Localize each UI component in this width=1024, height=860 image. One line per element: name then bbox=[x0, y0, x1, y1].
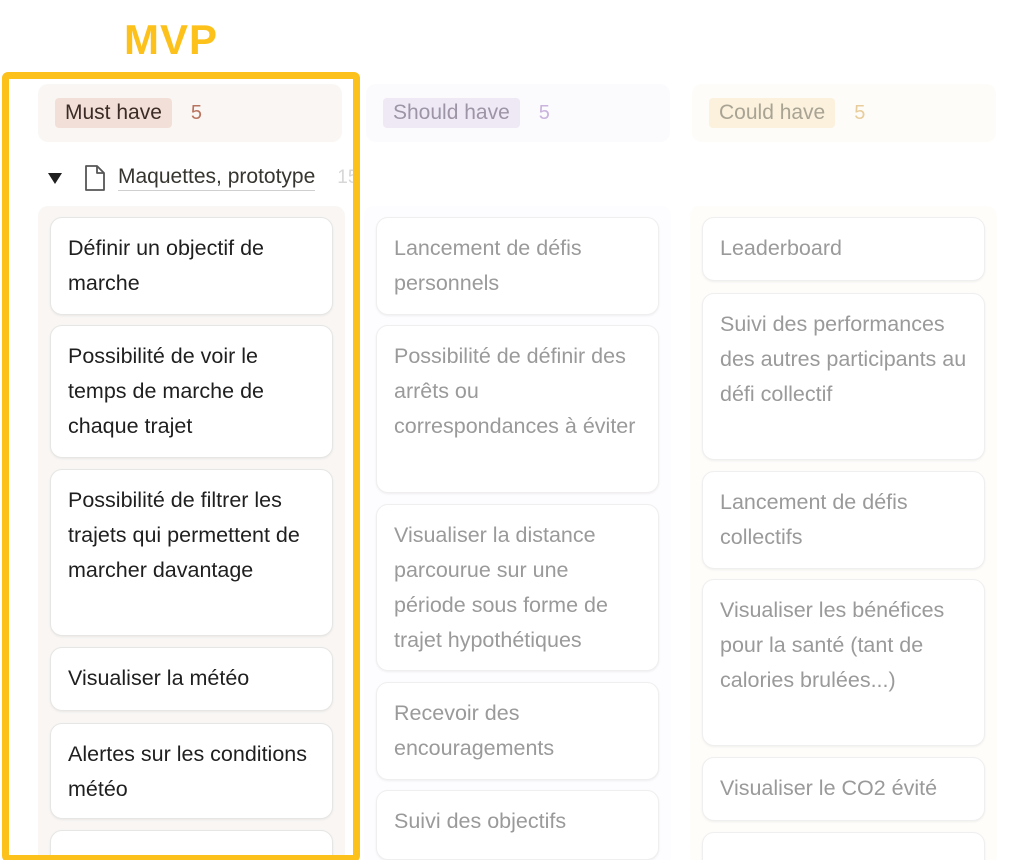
card-should-have-3[interactable]: Visualiser la distance parcourue sur une période sous forme de trajet hypothétiques bbox=[376, 504, 659, 671]
column-header-must-have[interactable] bbox=[38, 84, 342, 142]
group-title[interactable]: Maquettes, prototype bbox=[118, 165, 315, 191]
column-could-have bbox=[690, 206, 997, 860]
group-count: 15 bbox=[337, 167, 359, 188]
column-tag-must-have: Must have bbox=[55, 98, 172, 128]
column-header-could-have[interactable] bbox=[692, 84, 996, 142]
mvp-annotation-label: MVP bbox=[124, 16, 219, 63]
page-icon bbox=[83, 164, 107, 192]
card-must-have-2[interactable]: Possibilité de voir le temps de marche de chaque trajet bbox=[50, 325, 333, 458]
column-count-should-have: 5 bbox=[538, 101, 550, 124]
card-must-have-5[interactable]: Alertes sur les conditions météo bbox=[50, 723, 333, 819]
column-tag-could-have: Could have bbox=[709, 98, 835, 128]
column-header-should-have[interactable] bbox=[366, 84, 670, 142]
card-could-have-partial[interactable] bbox=[702, 832, 985, 860]
column-must-have bbox=[38, 206, 345, 860]
column-should-have bbox=[364, 206, 671, 860]
group-row[interactable] bbox=[48, 160, 358, 196]
card-could-have-3[interactable]: Lancement de défis collectifs bbox=[702, 471, 985, 569]
card-must-have-4[interactable]: Visualiser la météo bbox=[50, 647, 333, 711]
card-should-have-4[interactable]: Recevoir des encouragements bbox=[376, 682, 659, 780]
column-count-must-have: 5 bbox=[190, 101, 203, 124]
card-could-have-5[interactable]: Visualiser le CO2 évité bbox=[702, 757, 985, 821]
triangle-down-icon[interactable] bbox=[48, 173, 62, 184]
card-should-have-2[interactable]: Possibilité de définir des arrêts ou correspondances à éviter bbox=[376, 325, 659, 493]
card-should-have-5[interactable]: Suivi des objectifs bbox=[376, 790, 659, 860]
column-count-could-have: 5 bbox=[854, 101, 866, 124]
card-must-have-partial[interactable] bbox=[50, 830, 333, 860]
card-must-have-1[interactable]: Définir un objectif de marche bbox=[50, 217, 333, 315]
card-must-have-3[interactable]: Possibilité de filtrer les trajets qui permettent de marcher davantage bbox=[50, 469, 333, 636]
card-could-have-2[interactable]: Suivi des performances des autres participants au défi collectif bbox=[702, 293, 985, 460]
card-could-have-1[interactable]: Leaderboard bbox=[702, 217, 985, 281]
column-tag-should-have: Should have bbox=[383, 98, 520, 128]
card-should-have-1[interactable]: Lancement de défis personnels bbox=[376, 217, 659, 315]
card-could-have-4[interactable]: Visualiser les bénéfices pour la santé (tant de calories brulées...) bbox=[702, 579, 985, 746]
